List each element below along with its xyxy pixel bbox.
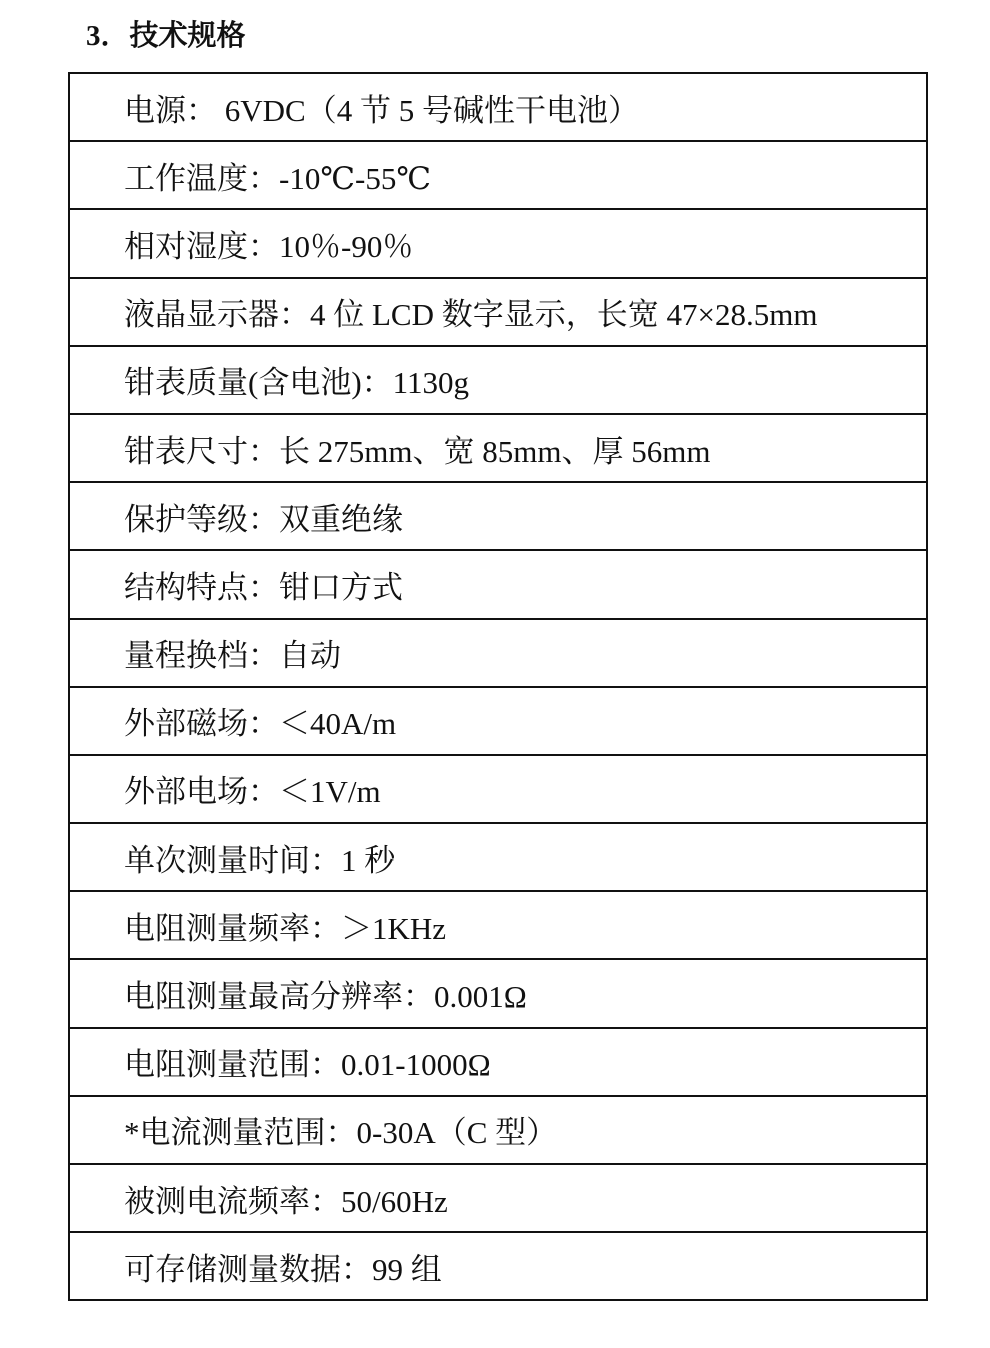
spec-row-current-range: *电流测量范围：0-30A（C 型） [70, 1097, 926, 1165]
spec-row-resistance-resolution: 电阻测量最高分辨率：0.001Ω [70, 960, 926, 1028]
spec-row-power: 电源： 6VDC（4 节 5 号碱性干电池） [70, 74, 926, 142]
spec-row-measurement-time: 单次测量时间：1 秒 [70, 824, 926, 892]
spec-row-relative-humidity: 相对湿度：10％-90％ [70, 210, 926, 278]
spec-row-current-frequency: 被测电流频率：50/60Hz [70, 1165, 926, 1233]
section-title: 3．技术规格 [86, 20, 246, 52]
spec-row-protection-class: 保护等级：双重绝缘 [70, 483, 926, 551]
spec-row-range-switching: 量程换档：自动 [70, 620, 926, 688]
spec-row-dimensions: 钳表尺寸：长 275mm、宽 85mm、厚 56mm [70, 415, 926, 483]
spec-row-resistance-range: 电阻测量范围：0.01-1000Ω [70, 1029, 926, 1097]
spec-row-operating-temperature: 工作温度：-10℃-55℃ [70, 142, 926, 210]
spec-table [68, 72, 928, 1301]
spec-row-external-electric-field: 外部电场：＜1V/m [70, 756, 926, 824]
spec-row-external-magnetic-field: 外部磁场：＜40A/m [70, 688, 926, 756]
spec-row-structure: 结构特点：钳口方式 [70, 551, 926, 619]
spec-row-weight: 钳表质量(含电池)：1130g [70, 347, 926, 415]
spec-row-resistance-frequency: 电阻测量频率：＞1KHz [70, 892, 926, 960]
spec-row-data-storage: 可存储测量数据：99 组 [70, 1233, 926, 1301]
spec-row-lcd-display: 液晶显示器：4 位 LCD 数字显示，长宽 47×28.5mm [70, 279, 926, 347]
